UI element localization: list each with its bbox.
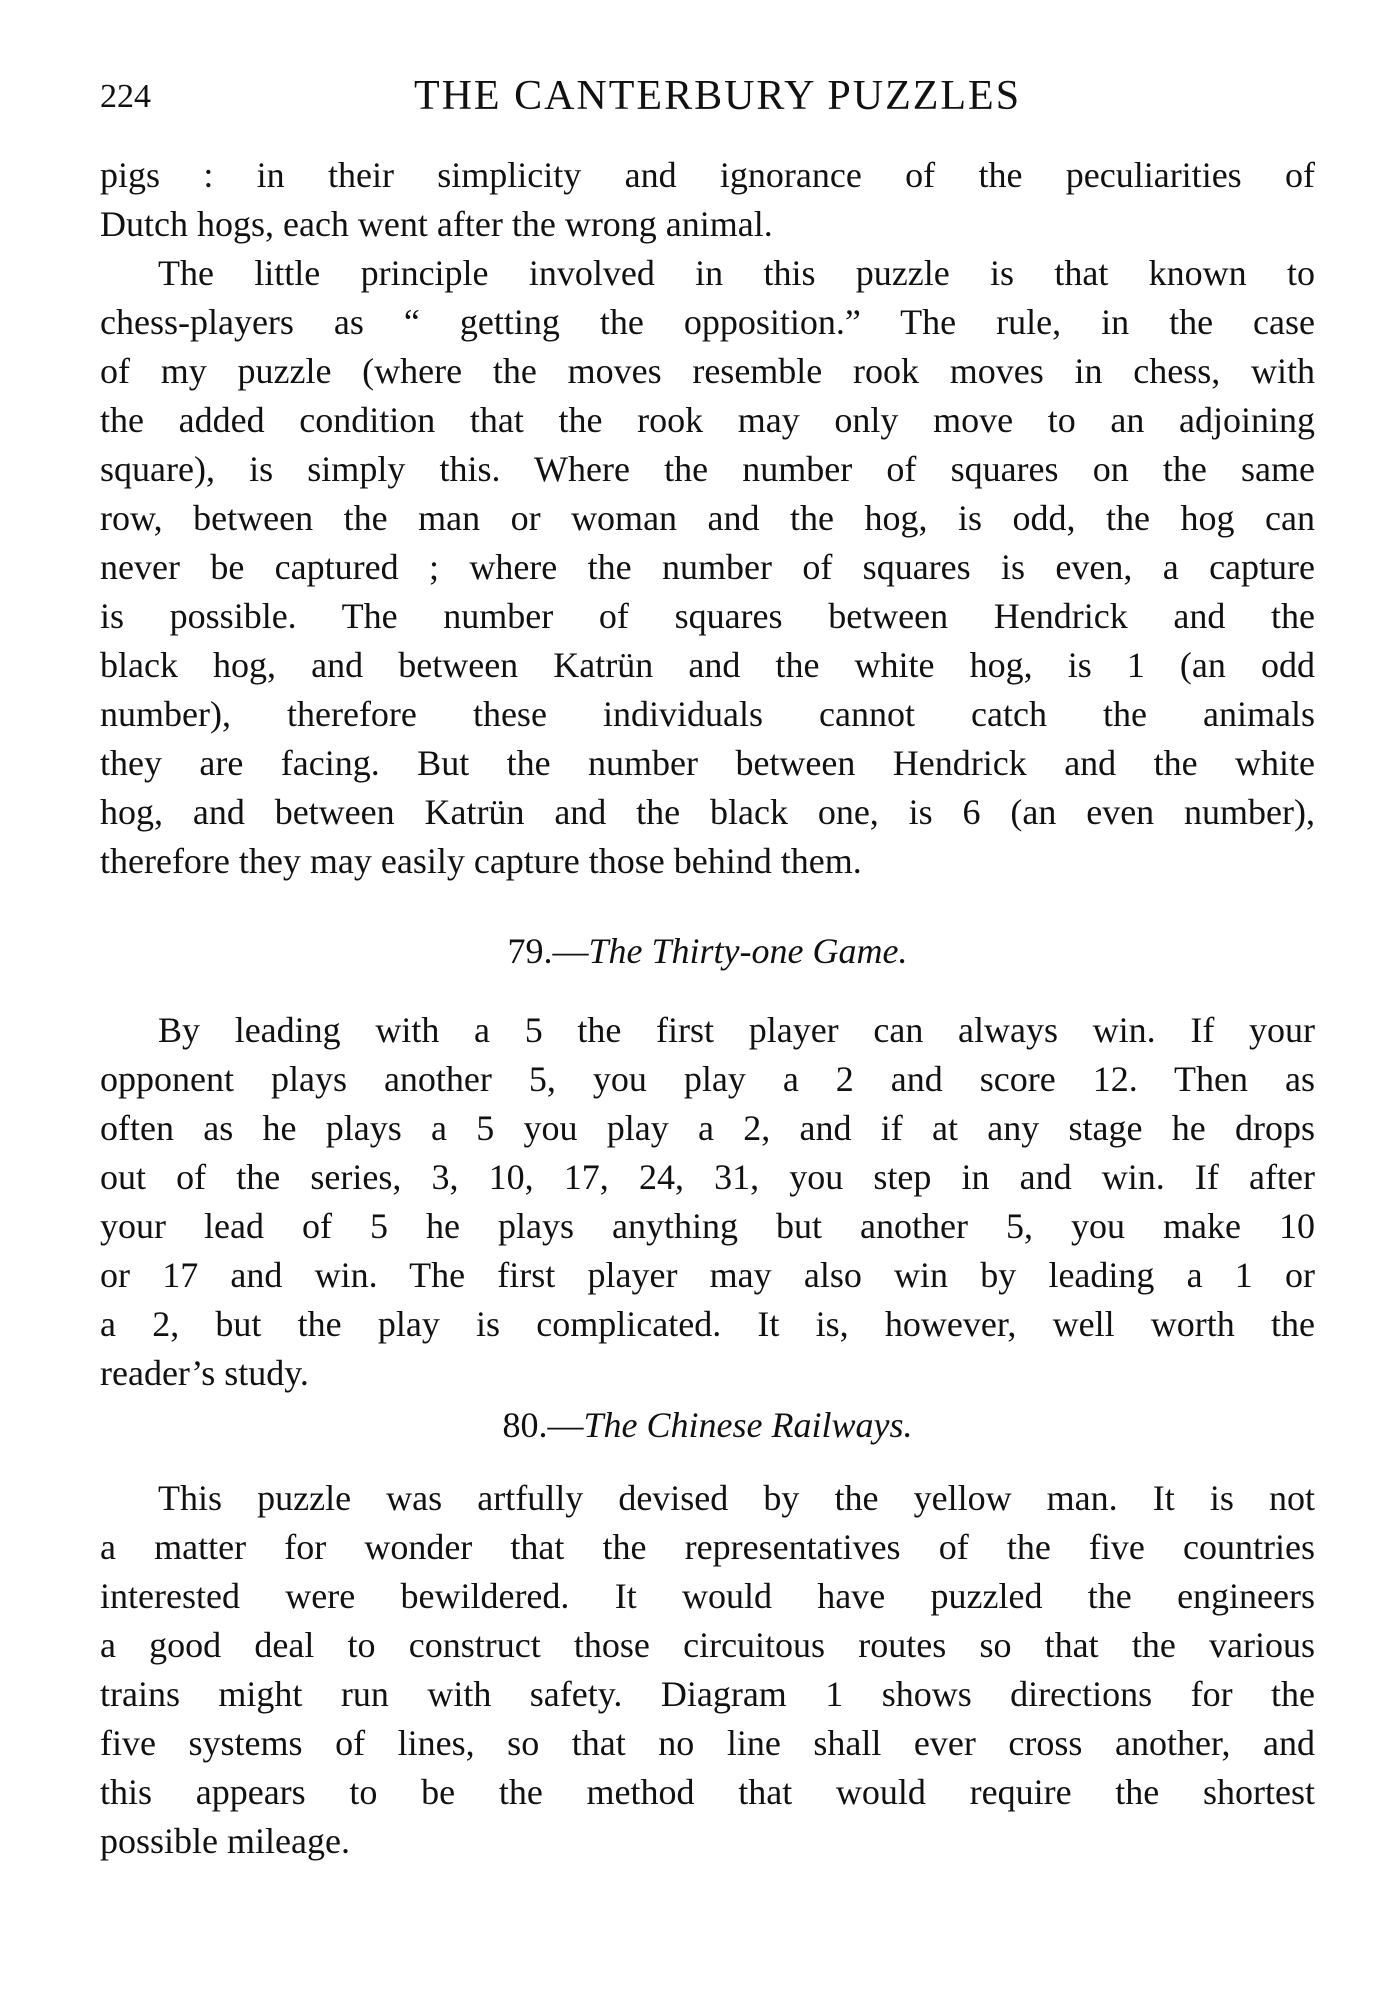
- text-line: a good deal to construct those circuitous routes so that the various: [100, 1625, 1315, 1665]
- paragraphs-hog-solution: [100, 151, 1315, 886]
- text-line: Dutch hogs, each went after the wrong animal.: [100, 204, 773, 244]
- running-title: THE CANTERBURY PUZZLES: [413, 73, 1022, 119]
- text-line: trains might run with safety. Diagram 1 shows directions for the: [100, 1674, 1315, 1714]
- text-line: black hog, and between Katrün and the white hog, is 1 (an odd: [100, 645, 1315, 685]
- running-header: [100, 72, 1315, 122]
- text-line: this appears to be the method that would require the shortest: [100, 1772, 1315, 1812]
- text-line: is possible. The number of squares between Hendrick and the: [100, 596, 1315, 636]
- heading-number: 80.—: [502, 1405, 584, 1445]
- text-line: This puzzle was artfully devised by the yellow man. It is not: [158, 1478, 1315, 1518]
- text-line: number), therefore these individuals cannot catch the animals: [100, 694, 1315, 734]
- text-line: your lead of 5 he plays anything but another 5, you make 10: [100, 1206, 1315, 1246]
- text-line: the added condition that the rook may only move to an adjoining: [100, 400, 1315, 440]
- page-number: 224: [100, 78, 151, 115]
- heading-79: [100, 927, 1315, 976]
- text-line: possible mileage.: [100, 1821, 350, 1861]
- text-line: reader’s study.: [100, 1353, 309, 1393]
- text-line: interested were bewildered. It would have puzzled the engineers: [100, 1576, 1315, 1616]
- text-line: never be captured ; where the number of squares is even, a capture: [100, 547, 1315, 587]
- heading-title: The Chinese Railways.: [583, 1405, 913, 1445]
- heading-number: 79.—: [507, 931, 589, 971]
- text-line: pigs : in their simplicity and ignorance of the peculiarities of: [100, 155, 1315, 195]
- text-line: therefore they may easily capture those behind them.: [100, 841, 862, 881]
- text-line: out of the series, 3, 10, 17, 24, 31, you step in and win. If after: [100, 1157, 1315, 1197]
- text-line: The little principle involved in this puzzle is that known to: [158, 253, 1315, 293]
- text-line: hog, and between Katrün and the black one, is 6 (an even number),: [100, 792, 1315, 832]
- text-line: they are facing. But the number between Hendrick and the white: [100, 743, 1315, 783]
- heading-title: The Thirty-one Game.: [588, 931, 908, 971]
- text-line: or 17 and win. The first player may also win by leading a 1 or: [100, 1255, 1315, 1295]
- text-line: five systems of lines, so that no line shall ever cross another, and: [100, 1723, 1315, 1763]
- text-line: opponent plays another 5, you play a 2 and score 12. Then as: [100, 1059, 1315, 1099]
- text-line: a matter for wonder that the representatives of the five countries: [100, 1527, 1315, 1567]
- paragraph-chinese-railways: [100, 1474, 1315, 1866]
- text-line: often as he plays a 5 you play a 2, and if at any stage he drops: [100, 1108, 1315, 1148]
- text-line: square), is simply this. Where the number of squares on the same: [100, 449, 1315, 489]
- text-line: chess-players as “ getting the opposition.” The rule, in the case: [100, 302, 1315, 342]
- paragraph-thirty-one-game: [100, 1006, 1315, 1398]
- text-line: row, between the man or woman and the hog, is odd, the hog can: [100, 498, 1315, 538]
- heading-80: [100, 1401, 1315, 1450]
- text-line: of my puzzle (where the moves resemble rook moves in chess, with: [100, 351, 1315, 391]
- text-line: a 2, but the play is complicated. It is, however, well worth the: [100, 1304, 1315, 1344]
- text-line: By leading with a 5 the first player can always win. If your: [158, 1010, 1315, 1050]
